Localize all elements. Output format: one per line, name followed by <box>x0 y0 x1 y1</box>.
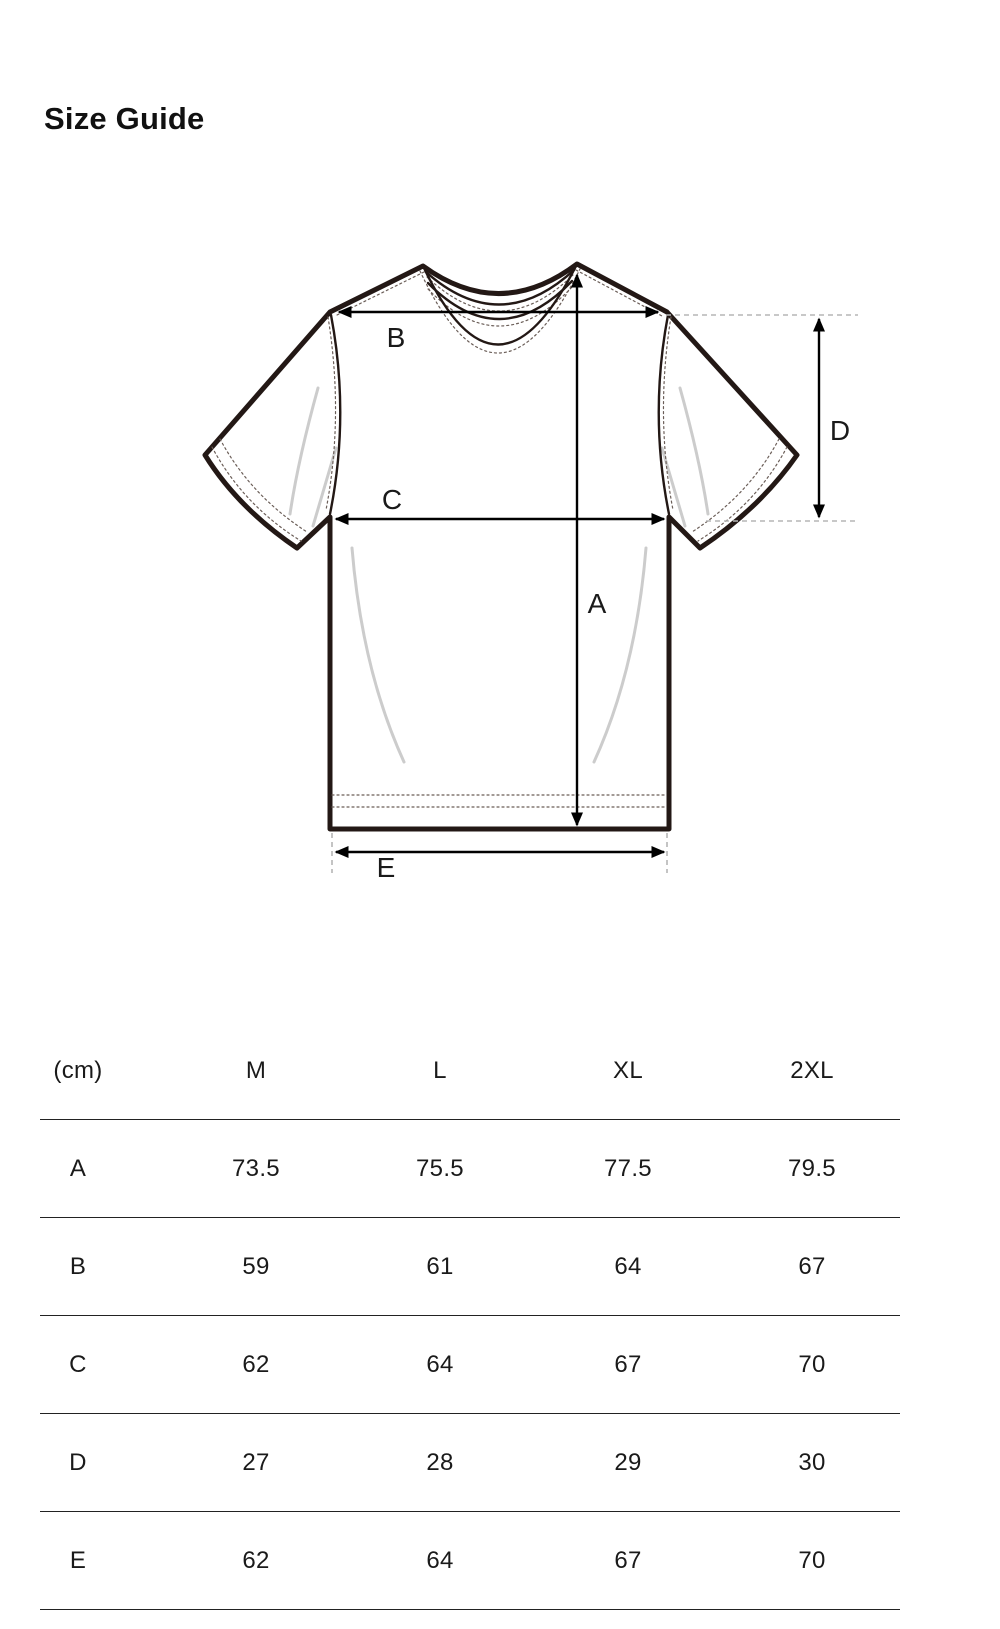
row-label: D <box>69 1448 87 1476</box>
row-label: E <box>69 1546 87 1574</box>
table-cell: 70 <box>798 1350 826 1378</box>
col-header-xl: XL <box>613 1056 643 1084</box>
table-cell: 28 <box>426 1448 454 1476</box>
table-cell: 30 <box>798 1448 826 1476</box>
table-cell: 64 <box>426 1546 454 1574</box>
col-header-2xl: 2XL <box>790 1056 834 1084</box>
table-cell: 67 <box>614 1546 642 1574</box>
measure-label-b: B <box>386 322 406 353</box>
unit-header: (cm) <box>53 1056 103 1084</box>
table-cell: 79.5 <box>788 1154 836 1182</box>
table-cell: 64 <box>426 1350 454 1378</box>
table-row-c <box>40 1316 900 1414</box>
table-cell: 27 <box>242 1448 270 1476</box>
table-cell: 62 <box>242 1546 270 1574</box>
page-title: Size Guide <box>44 100 205 136</box>
table-cell: 73.5 <box>232 1154 280 1182</box>
row-label: B <box>69 1252 87 1280</box>
table-row-d <box>40 1414 900 1512</box>
table-row-b <box>40 1218 900 1316</box>
table-row-a <box>40 1120 900 1218</box>
col-header-m: M <box>245 1056 267 1084</box>
col-header-l: L <box>433 1056 447 1084</box>
table-row-e <box>40 1512 900 1610</box>
table-cell: 70 <box>798 1546 826 1574</box>
table-cell: 61 <box>426 1252 454 1280</box>
table-cell: 67 <box>798 1252 826 1280</box>
measure-label-c: C <box>381 484 403 515</box>
size-table <box>40 1022 900 1610</box>
tshirt-silhouette <box>205 264 797 829</box>
table-cell: 75.5 <box>416 1154 464 1182</box>
row-label: A <box>69 1154 87 1182</box>
table-cell: 64 <box>614 1252 642 1280</box>
table-cell: 29 <box>614 1448 642 1476</box>
table-cell: 67 <box>614 1350 642 1378</box>
table-cell: 62 <box>242 1350 270 1378</box>
table-cell: 77.5 <box>604 1154 652 1182</box>
table-cell: 59 <box>242 1252 270 1280</box>
measure-label-a: A <box>587 588 607 619</box>
table-header-row <box>40 1022 900 1120</box>
measure-label-d: D <box>829 415 851 446</box>
row-label: C <box>69 1350 87 1378</box>
measure-label-e: E <box>376 852 396 883</box>
